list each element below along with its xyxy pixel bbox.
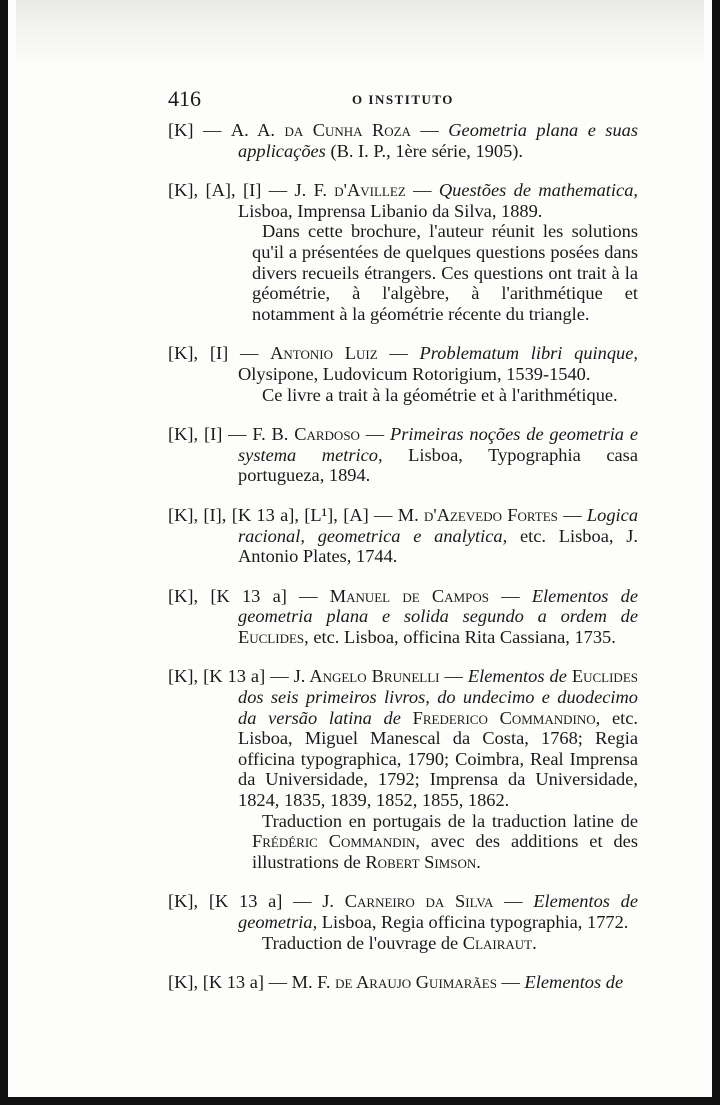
entry-ref: [K], [A], [I] — bbox=[168, 180, 295, 201]
entry-sep: — bbox=[493, 891, 534, 912]
entry-title-cont: dos seis primeiros livros, do undecimo e duodecimo da versão latina de bbox=[238, 687, 638, 728]
entry-details: Lisboa, Typographia casa portugueza, 1894. bbox=[238, 444, 638, 486]
page-header bbox=[168, 86, 638, 114]
entry-note-text: Traduction en portugais de la traduction latine de bbox=[262, 810, 638, 831]
entry-author: F. B. Cardoso bbox=[252, 424, 360, 445]
entry-ref: [K], [I] — bbox=[168, 343, 271, 364]
entry-author: J. Angelo Brunelli bbox=[293, 666, 440, 687]
entry-title: Geometria plana e suas applicações bbox=[238, 120, 639, 161]
entry-ref: [K] — bbox=[168, 120, 231, 140]
entry-details: Lisboa, Regia officina typographia, 1772. bbox=[317, 912, 629, 932]
entry-note bbox=[168, 933, 638, 954]
entry-title-name: Euclides bbox=[566, 666, 638, 687]
entry-sep: — bbox=[488, 585, 532, 606]
bibliography-entry bbox=[168, 424, 638, 486]
entry-details: etc. Lisboa, Miguel Manescal da Costa, 1768; Regia officina typographica, 1790; Coimbra, Real Imprensa da Universidade, 1792; Imprensa da Universidade, 1824, 1835, 1839, 1852, 1855, 1862. bbox=[238, 707, 638, 811]
bibliography-entry bbox=[168, 586, 638, 648]
bibliography-entry bbox=[168, 972, 638, 993]
entry-details-name: Euclides, bbox=[238, 626, 309, 647]
entry-author: A. A. da Cunha Roza bbox=[230, 120, 411, 140]
entry-title: Elementos de bbox=[467, 666, 567, 687]
entry-ref: [K], [K 13 a] — bbox=[168, 972, 292, 993]
entry-title: Logica racional, geometrica e analytica, bbox=[238, 504, 639, 546]
entry-title: Elementos de geometria, bbox=[238, 891, 639, 932]
scan-shadow bbox=[16, 0, 704, 70]
entry-details: etc. Lisboa, officina Rita Cassiana, 1735. bbox=[308, 626, 616, 647]
bibliography-entry bbox=[168, 666, 638, 810]
entry-ref: [K], [K 13 a] — bbox=[168, 666, 294, 687]
entry-note bbox=[168, 221, 638, 324]
entry-note bbox=[168, 811, 638, 873]
entry-note-text: Ce livre a trait à la géométrie et à l'arithmétique. bbox=[262, 384, 618, 405]
entry-title: Questões de mathematica, bbox=[438, 180, 638, 201]
running-head: O INSTITUTO bbox=[352, 92, 454, 107]
bibliography-list bbox=[168, 120, 638, 993]
entry-details: etc. Lisboa, J. Antonio Plates, 1744. bbox=[238, 525, 638, 567]
entry-details: Lisboa, Imprensa Libanio da Silva, 1889. bbox=[238, 200, 543, 221]
bibliography-entry bbox=[168, 343, 638, 384]
entry-sep: — bbox=[496, 972, 525, 993]
bibliography-entry bbox=[168, 891, 638, 932]
entry-author: Antonio Luiz bbox=[270, 343, 378, 364]
entry-title-name: Frederico Commandino, bbox=[400, 707, 601, 728]
entry-note-name: Robert Simson. bbox=[360, 851, 481, 872]
entry-note-text: avec des additions et des illustrations de bbox=[252, 831, 638, 872]
entry-details: (B. I. P., 1ère série, 1905). bbox=[325, 140, 523, 161]
entry-ref: [K], [K 13 a] — bbox=[168, 585, 330, 606]
entry-sep: — bbox=[359, 424, 390, 445]
entry-title: Primeiras noções de geometria e systema metrico, bbox=[238, 424, 638, 465]
entry-note-name: Clairaut. bbox=[458, 932, 537, 953]
entry-title: Elementos de bbox=[524, 972, 624, 993]
entry-details: Olysipone, Ludovicum Rotorigium, 1539-1540. bbox=[238, 363, 591, 384]
entry-author: J. F. d'Avillez bbox=[294, 180, 406, 201]
entry-sep: — bbox=[557, 504, 587, 525]
entry-note-name: Frédéric Commandin, bbox=[252, 831, 421, 852]
entry-title: Problematum libri quinque, bbox=[419, 343, 639, 364]
entry-note-text: Dans cette brochure, l'auteur réunit les solutions qu'il a présentées de quelques questions posées dans divers recueils étrangers. Ces questions ont trait à la géométrie, à l'algèbre, à l'arithmétique et notamment à la géométrie récente du triangle. bbox=[252, 221, 638, 324]
entry-note bbox=[168, 385, 638, 406]
entry-author: M. d'Azevedo Fortes bbox=[397, 504, 558, 525]
entry-author: M. F. de Araujo Guimarães bbox=[291, 972, 497, 993]
entry-ref: [K], [I], [K 13 a], [L¹], [A] — bbox=[168, 504, 398, 525]
bibliography-entry bbox=[168, 120, 638, 161]
bibliography-entry bbox=[168, 180, 638, 221]
entry-ref: [K], [K 13 a] — bbox=[168, 891, 323, 912]
bibliography-entry bbox=[168, 505, 638, 567]
entry-ref: [K], [I] — bbox=[168, 424, 253, 445]
entry-note-text: Traduction de l'ouvrage de bbox=[262, 932, 459, 953]
entry-sep: — bbox=[377, 343, 420, 364]
entry-sep: — bbox=[405, 180, 439, 201]
entry-sep: — bbox=[439, 666, 468, 687]
page-number: 416 bbox=[168, 86, 201, 111]
entry-author: Manuel de Campos bbox=[329, 585, 489, 606]
entry-sep: — bbox=[410, 120, 449, 140]
entry-title: Elementos de geometria plana e solida segundo a ordem de bbox=[238, 585, 638, 627]
entry-author: J. Carneiro da Silva bbox=[322, 891, 494, 912]
